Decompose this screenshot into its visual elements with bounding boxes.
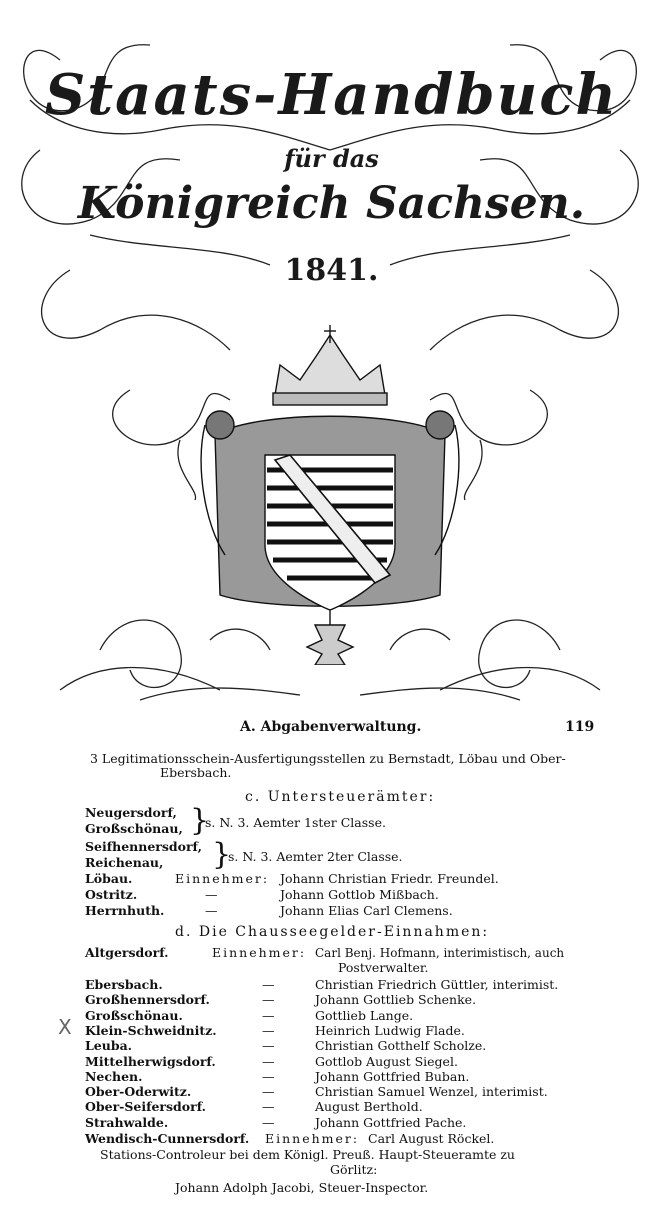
d-row-place: Ober-Seifersdorf. [85, 1099, 206, 1114]
d-row-place: Mittelherwigsdorf. [85, 1054, 216, 1069]
c-row-place: Herrnhuth. [85, 903, 165, 918]
title-line-2: für das [284, 144, 379, 173]
c-group1-note: s. N. 3. Aemter 1ster Classe. [205, 815, 386, 830]
c-group2-place-2: Reichenau, [85, 855, 164, 870]
brace-1: } [190, 803, 210, 838]
coat-of-arms-icon [195, 325, 465, 665]
title-line-3: Königreich Sachsen. [77, 178, 586, 229]
d-row-name: Johann Gottlieb Schenke. [315, 992, 477, 1007]
d-row-name: Gottlob August Siegel. [315, 1054, 458, 1069]
d-first-cont: Postverwalter. [338, 960, 429, 975]
d-row-role: — [262, 1099, 275, 1114]
d-row-name: Christian Gotthelf Scholze. [315, 1038, 487, 1053]
controleur-line-3: Johann Adolph Jacobi, Steuer-Inspector. [175, 1180, 429, 1195]
d-row-name: Johann Gottfried Pache. [315, 1115, 467, 1130]
section-c-heading: c. Untersteuerämter: [245, 789, 436, 805]
d-row-role: — [262, 977, 275, 992]
d-last-place: Wendisch-Cunnersdorf. [85, 1131, 250, 1146]
d-row-role: — [262, 1069, 275, 1084]
d-first-place: Altgersdorf. [85, 945, 169, 960]
d-row-name: Heinrich Ludwig Flade. [315, 1023, 465, 1038]
d-row-place: Großschönau. [85, 1008, 183, 1023]
d-row-place: Ober-Oderwitz. [85, 1084, 192, 1099]
intro-line-2: Ebersbach. [160, 765, 232, 780]
d-row-role: — [262, 1115, 275, 1130]
margin-mark: X [58, 1015, 72, 1039]
page-number: 119 [565, 719, 595, 735]
d-last-name: Carl August Röckel. [368, 1131, 495, 1146]
c-row-role: Einnehmer: [175, 871, 270, 886]
d-row-name: Gottlieb Lange. [315, 1008, 414, 1023]
d-row-place: Strahwalde. [85, 1115, 169, 1130]
d-row-role: — [262, 1084, 275, 1099]
d-row-place: Klein-Schweidnitz. [85, 1023, 217, 1038]
d-row-role: — [262, 1023, 275, 1038]
title-line-1: Staats-Handbuch [44, 62, 619, 128]
c-group2-place-1: Seifhennersdorf, [85, 839, 203, 854]
controleur-line-2: Görlitz: [330, 1162, 378, 1177]
d-row-role: — [262, 1054, 275, 1069]
running-head: A. Abgabenverwaltung. [240, 719, 422, 735]
d-row-name: Christian Samuel Wenzel, interimist. [315, 1084, 548, 1099]
d-last-role: Einnehmer: [265, 1131, 360, 1146]
d-first-name: Carl Benj. Hofmann, interimistisch, auch [315, 946, 565, 960]
title-year: 1841. [284, 253, 379, 288]
d-row-place: Ebersbach. [85, 977, 163, 992]
c-group1-place-1: Neugersdorf, [85, 805, 177, 820]
controleur-line-1: Stations-Controleur bei dem Königl. Preuß. Haupt-Steueramte zu [100, 1147, 515, 1162]
d-first-role: Einnehmer: [212, 945, 307, 960]
c-row-place: Löbau. [85, 871, 133, 886]
c-row-role: — [205, 903, 218, 918]
d-row-name: Johann Gottfried Buban. [315, 1069, 470, 1084]
brace-2: } [212, 837, 232, 872]
d-row-place: Leuba. [85, 1038, 133, 1053]
c-group1-place-2: Großschönau, [85, 821, 183, 836]
c-row-role: — [205, 887, 218, 902]
c-row-name: Johann Christian Friedr. Freundel. [280, 871, 499, 886]
c-group2-note: s. N. 3. Aemter 2ter Classe. [228, 849, 403, 864]
c-row-name: Johann Gottlob Mißbach. [280, 887, 439, 902]
d-row-place: Nechen. [85, 1069, 143, 1084]
c-row-name: Johann Elias Carl Clemens. [280, 903, 453, 918]
d-row-place: Großhennersdorf. [85, 992, 210, 1007]
d-row-name: Christian Friedrich Güttler, interimist. [315, 977, 559, 992]
section-d-heading: d. Die Chausseegelder-Einnahmen: [175, 924, 490, 940]
d-row-name: August Berthold. [315, 1099, 423, 1114]
intro-line-1: 3 Legitimationsschein-Ausfertigungsstellen zu Bernstadt, Löbau und Ober- [90, 751, 566, 766]
d-row-role: — [262, 1008, 275, 1023]
d-row-role: — [262, 1038, 275, 1053]
c-row-place: Ostritz. [85, 887, 138, 902]
d-row-role: — [262, 992, 275, 1007]
